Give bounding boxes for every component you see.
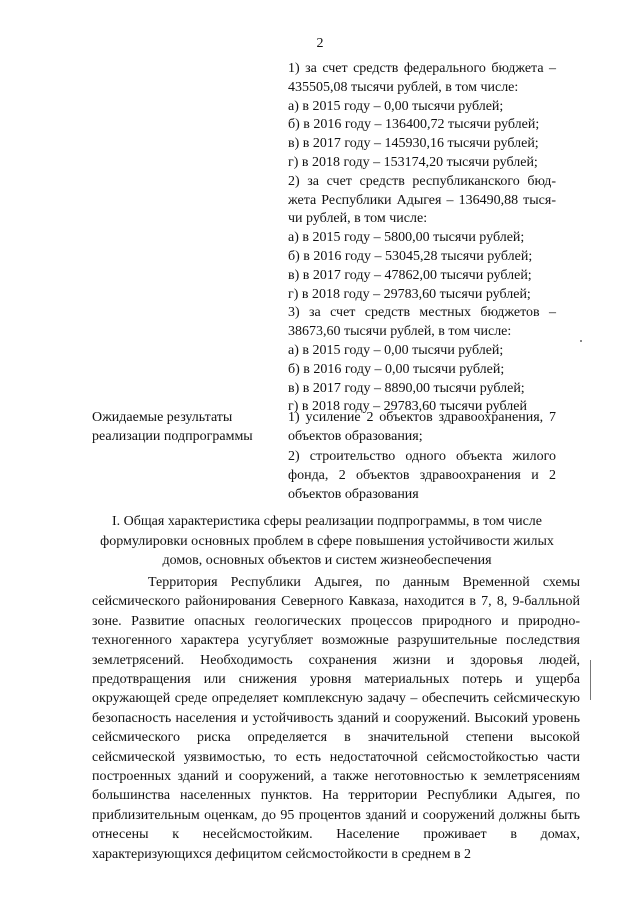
section-paragraph: Территория Республики Адыгея, по данным Временной схемы сейсмического районирования Северного Кавказа, находится в 7, 8, 9-балльной зоне. Развитие опасных геологических процессов природного и природно-техногенного характера усугубляет возможные разрушительные последствия землетрясений. Необходимость сохранения жизни и здоровья людей, предотвращения или снижения уровня материальных потерь и ущерба окружающей среде определяет комплексную задачу – обеспечить сейсмическую безопасность населения и устойчивость зданий и сооружений. Высокий уровень сейсмического риска определяется в значительной степени высокой сейсмической уязвимостью, то есть недостаточной сейсмостойкостью части построенных зданий и сооружений, а также неготовностью к землетрясениям большинства населенных пунктов. На территории Республики Адыгея, по приблизительным оценкам, до 95 процентов зданий и сооружений должны быть отнесены к несейсмостойким. Население проживает в домах, характеризующихся дефицитом сейсмостойкости в среднем в 2 [92, 575, 580, 862]
finance-line: 2) за счет средств республиканского бюд- [288, 173, 556, 189]
finance-line: а) в 2015 году – 5800,00 тысячи рублей; [288, 230, 525, 246]
finance-line: г) в 2018 году – 153174,20 тысячи рублей; [288, 154, 538, 170]
finance-line: а) в 2015 году – 0,00 тысячи рублей; [288, 342, 504, 358]
page-number: 2 [316, 36, 324, 51]
finance-line: б) в 2016 году – 136400,72 тысячи рублей; [288, 117, 540, 133]
result-item-1: 1) усиление 2 объектов здравоохранения, 7 объектов образования; [288, 410, 556, 444]
expected-results-value [288, 408, 556, 505]
expected-results-label: Ожидаемые результаты реализации подпрограммы [92, 410, 253, 444]
margin-bar [590, 660, 591, 700]
finance-line: в) в 2017 году – 47862,00 тысячи рублей; [288, 267, 532, 283]
result-item-2: 2) строительство одного объекта жилого фонда, 2 объектов здравоохранения и 2 объектов образования [288, 449, 556, 502]
finance-line: 1) за счет средств федерального бюджета – [288, 61, 556, 76]
margin-mark [580, 340, 582, 342]
finance-line: б) в 2016 году – 0,00 тысячи рублей; [288, 361, 505, 377]
finance-line: в) в 2017 году – 145930,16 тысячи рублей; [288, 136, 539, 152]
finance-line: 38673,60 тысячи рублей, в том числе: [288, 324, 512, 340]
section-heading: I. Общая характеристика сферы реализации подпрограммы, в том числе формулировки основных проблем в сфере повышения устойчивости жилых домов, основных объектов и систем жизнеобеспечения [100, 514, 554, 568]
finance-line: г) в 2018 году – 29783,60 тысячи рублей [288, 399, 527, 415]
finance-line: 435505,08 тысячи рублей, в том числе: [288, 79, 519, 95]
finance-line: жета Республики Адыгея – 136490,88 тыся- [288, 192, 556, 208]
financing-sources [288, 60, 556, 417]
finance-line: б) в 2016 году – 53045,28 тысячи рублей; [288, 248, 533, 264]
finance-line: г) в 2018 году – 29783,60 тысячи рублей; [288, 286, 531, 302]
finance-line: чи рублей, в том числе: [288, 211, 428, 227]
finance-line: в) в 2017 году – 8890,00 тысячи рублей; [288, 380, 525, 396]
finance-line: а) в 2015 году – 0,00 тысячи рублей; [288, 98, 504, 114]
finance-line: 3) за счет средств местных бюджетов – [288, 305, 556, 321]
